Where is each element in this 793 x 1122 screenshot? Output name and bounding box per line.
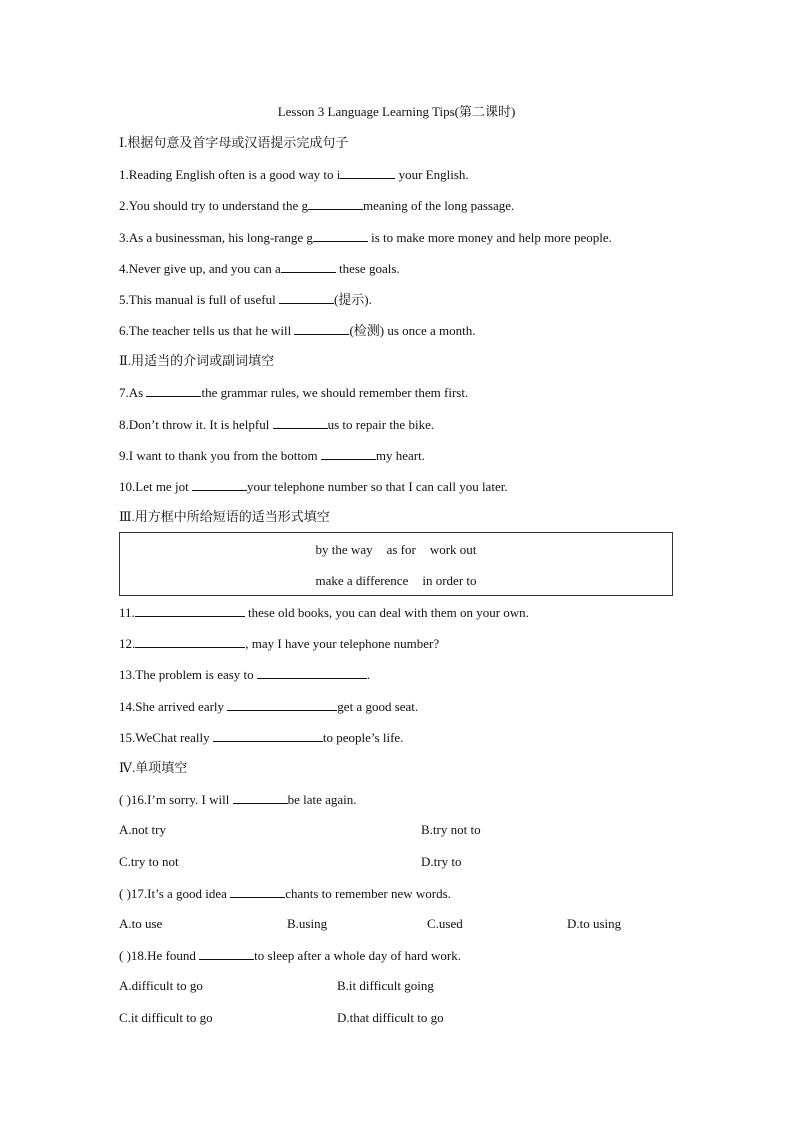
- question-4: 4.Never give up, and you can a these goals.: [119, 261, 400, 276]
- answer-blank[interactable]: [227, 698, 337, 711]
- answer-blank[interactable]: [230, 885, 285, 898]
- question-18: ( )18.He found to sleep after a whole day of hard work.: [119, 948, 461, 963]
- question-9: 9.I want to thank you from the bottom my heart.: [119, 448, 425, 463]
- option-b[interactable]: B.try not to: [421, 822, 481, 837]
- answer-blank[interactable]: [135, 635, 245, 648]
- answer-blank[interactable]: [213, 729, 323, 742]
- question-7: 7.As the grammar rules, we should remember them first.: [119, 385, 469, 400]
- question-12: 12. , may I have your telephone number?: [119, 636, 440, 651]
- question-10: 10.Let me jot your telephone number so that I can call you later.: [119, 479, 508, 494]
- phrase: by the way: [315, 542, 373, 557]
- answer-blank[interactable]: [281, 260, 336, 273]
- answer-blank[interactable]: [308, 197, 363, 210]
- answer-blank[interactable]: [313, 229, 368, 242]
- answer-blank[interactable]: [321, 447, 376, 460]
- phrase-row-1: [120, 542, 672, 558]
- answer-blank[interactable]: [199, 947, 254, 960]
- question-15: 15.WeChat really to people’s life.: [119, 730, 404, 745]
- option-d[interactable]: D.to using: [567, 916, 622, 931]
- option-a[interactable]: A.to use: [119, 916, 163, 931]
- phrase: as for: [386, 542, 416, 557]
- question-3: 3.As a businessman, his long-range g is to make more money and help more people.: [119, 230, 612, 245]
- answer-blank[interactable]: [135, 604, 245, 617]
- question-11: 11. these old books, you can deal with them on your own.: [119, 605, 529, 620]
- question-14: 14.She arrived early get a good seat.: [119, 699, 419, 714]
- question-16: ( )16.I’m sorry. I will be late again.: [119, 792, 357, 807]
- option-c[interactable]: C.it difficult to go: [119, 1010, 213, 1025]
- phrase: make a difference: [315, 573, 409, 588]
- question-6: 6.The teacher tells us that he will (检测) us once a month.: [119, 323, 476, 338]
- option-c[interactable]: C.try to not: [119, 854, 179, 869]
- option-d[interactable]: D.try to: [421, 854, 462, 869]
- answer-blank[interactable]: [294, 322, 349, 335]
- option-b[interactable]: B.using: [287, 916, 328, 931]
- phrase: work out: [429, 542, 477, 557]
- option-d[interactable]: D.that difficult to go: [337, 1010, 444, 1025]
- section-1-heading: Ⅰ.根据句意及首字母或汉语提示完成句子: [119, 135, 349, 150]
- answer-blank[interactable]: [257, 666, 367, 679]
- section-4-heading: Ⅳ.单项填空: [119, 760, 188, 775]
- question-8: 8.Don’t throw it. It is helpful us to repair the bike.: [119, 417, 435, 432]
- answer-blank[interactable]: [146, 384, 201, 397]
- question-17: ( )17.It’s a good idea chants to remember new words.: [119, 886, 451, 901]
- question-1: 1.Reading English often is a good way to i your English.: [119, 167, 469, 182]
- option-a[interactable]: A.difficult to go: [119, 978, 203, 993]
- answer-blank[interactable]: [279, 291, 334, 304]
- section-2-heading: Ⅱ.用适当的介词或副词填空: [119, 353, 275, 368]
- question-13: 13.The problem is easy to .: [119, 667, 371, 682]
- question-2: 2.You should try to understand the g meaning of the long passage.: [119, 198, 515, 213]
- section-3-heading: Ⅲ.用方框中所给短语的适当形式填空: [119, 509, 330, 524]
- answer-blank[interactable]: [233, 791, 288, 804]
- phrase-row-2: [120, 573, 672, 589]
- option-b[interactable]: B.it difficult going: [337, 978, 434, 993]
- answer-blank[interactable]: [340, 166, 395, 179]
- answer-blank[interactable]: [273, 416, 328, 429]
- option-c[interactable]: C.used: [427, 916, 463, 931]
- phrase-box: [119, 532, 673, 596]
- page-title: Lesson 3 Language Learning Tips(第二课时): [277, 104, 516, 119]
- phrase: in order to: [422, 573, 477, 588]
- question-5: 5.This manual is full of useful (提示).: [119, 292, 372, 307]
- answer-blank[interactable]: [192, 478, 247, 491]
- option-a[interactable]: A.not try: [119, 822, 166, 837]
